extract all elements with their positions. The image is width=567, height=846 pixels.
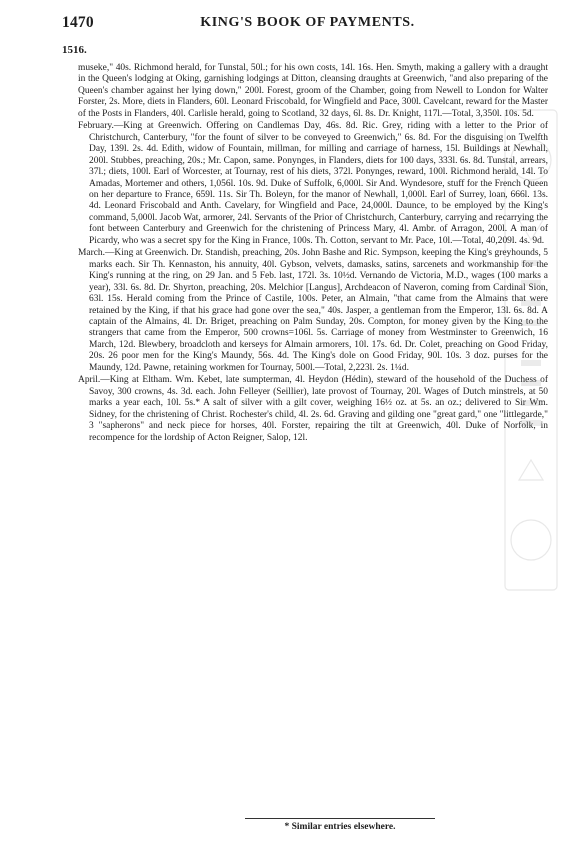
footnote-rule bbox=[245, 818, 435, 819]
entry-january-continued: museke," 40s. Richmond herald, for Tunstal, 50l.; for his own costs, 14l. 16s. Hen. Smyth, making a gallery with a draught in the Queen's lodging at Oking, garnishing lodgings at Ditton, cleansing draughts at Greenwich, "and also preparing of the Queen's chamber against her lying down," 200l. Forest, groom of the Chamber, going from Newell to London for Walter Forster, 2s. More, diets in Flanders, 60l. Leonard Friscobald, for Wingfield and Pace, 300l. Cavelcant, reward for the Master of the Posts in Flanders, 40l. Carlisle herald, going to Scotland, 32 days, 6l. 8s. Dr. Knight, 117l.—Total, 3,350l. 10s. 5d. bbox=[78, 63, 548, 119]
footnote: * Similar entries elsewhere. bbox=[284, 822, 396, 832]
year-label: 1516. bbox=[62, 44, 87, 56]
running-title: KING'S BOOK OF PAYMENTS. bbox=[200, 15, 415, 30]
payments-text bbox=[78, 63, 548, 444]
entry-march: March.—King at Greenwich. Dr. Standish, preaching, 20s. John Bashe and Ric. Sympson, keeping the King's greyhounds, 5 marks each. Sir Th. Kennaston, his annuity, 40l. Gybson, velvets, damasks, satins, sarcenets and workmanship for the King's running at the ring, on 29 Jan. and 5 Feb. last, 172l. 3s. 10½d. Vernando de Victoria, M.D., wages (100 marks a year), 33l. 6s. 8d. Dr. Shyrton, preaching, 20s. Melchior [Langus], Archdeacon of Naveron, coming from Cardinal Sion, 63l. 15s. Herald coming from the Prince of Castile, 100s. Peter, an Almain, "that came from the Almains that were retained by the King, if that his grace had gone over the sea," 40s. Jasper, a gentleman from the Emperor, 13l. 6s. 8d. A captain of the Almains, 4l. Dr. Briget, preaching on Palm Sunday, 20s. Compton, for money given by the King to the strangers that came from the Emperor, 500 crowns=106l. 5s. Carriage of money from Westminster to Greenwich, 16 March, 12d. Blewbery, broadcloth and kerseys for Almain armorers, 10l. 17s. 6d. Dr. Colet, preaching on Good Friday, 20s. 26 poor men for the King's Maundy, 56s. 4d. The King's dole on Good Friday, 90l. 10s. 3 doz. purses for the Maundy, 12d. Pawne, retaining workmen for Tournay, 500l.—Total, 2,223l. 2s. 1¼d. bbox=[78, 248, 548, 373]
entry-february: February.—King at Greenwich. Offering on Candlemas Day, 46s. 8d. Ric. Grey, riding with a letter to the Prior of Christchurch, Canterbury, "for the fount of silver to be conveyed to Greenwich," 6s. 8d. For the disguising on Twelfth Day, 139l. 2s. 4d. Edith, widow of Fountain, millman, for milling and carriage of harness, 15l. Buildings at Newhall, 200l. Stubbes, preaching, 20s.; Mr. Capon, same. Ponynges, in Flanders, diets for 100 days, 333l. 6s. 8d. Tunstal, arrears, 37l.; diets, 100l. Earl of Worcester, at Tournay, rest of his diets, 372l. Ponynges, reward, 100l. Richmond herald, 14l. To Amadas, Mortemer and others, 1,056l. 10s. 9d. Duke of Suffolk, 6,000l. Sir And. Wyndesore, stuff for the French Queen on her departure to France, 659l. 11s. Sir Th. Boleyn, for the manor of Newhall, 1,000l. Earl of Surrey, loan, 666l. 13s. 4d. Leonard Friscobald and Anth. Cavelary, for Wingfield and Pace, 24,000l. Daunce, to be employed by the King's command, 5,000l. Jacob Wat, armorer, 24l. Servants of the Prior of Christchurch, Canterbury, carrying and recarrying the font between Canterbury and Greenwich for the christening of Princess Mary, 4l. Ambr. of Arragon, 200l. A man of Picardy, who was a secret spy for the King in France, 100s. Th. Cotton, servant to Mr. Pace, 10l.—Total, 40,209l. 4s. 9d. bbox=[78, 121, 548, 246]
entry-april: April.—King at Eltham. Wm. Kebet, late sumpterman, 4l. Heydon (Hédin), steward of the household of the Duchess of Savoy, 300 crowns, 4s. 3d. each. John Felleyer (Seillier), late provost of Tournay, 20l. Wages of Dutch minstrels, at 50 marks a year each, 10l. 5s.* A salt of silver with a gilt cover, weighing 16½ oz. at 5s. an oz.; delivered to Sir Wm. Sidney, for the christening of Christ. Rochester's child, 4l. 2s. 6d. Graving and gilding one "great gard," one "littlegarde," 3 "sapherons" and neck piece for horses, 40l. Forster, repairing the tilt at Greenwich, 40l. Duke of Norfolk, in recompence for the lordship of Acton Reigner, Salop, 12l. bbox=[78, 375, 548, 443]
running-header bbox=[62, 14, 553, 34]
page-number: 1470 bbox=[62, 14, 94, 31]
watermark-seal bbox=[499, 100, 563, 600]
